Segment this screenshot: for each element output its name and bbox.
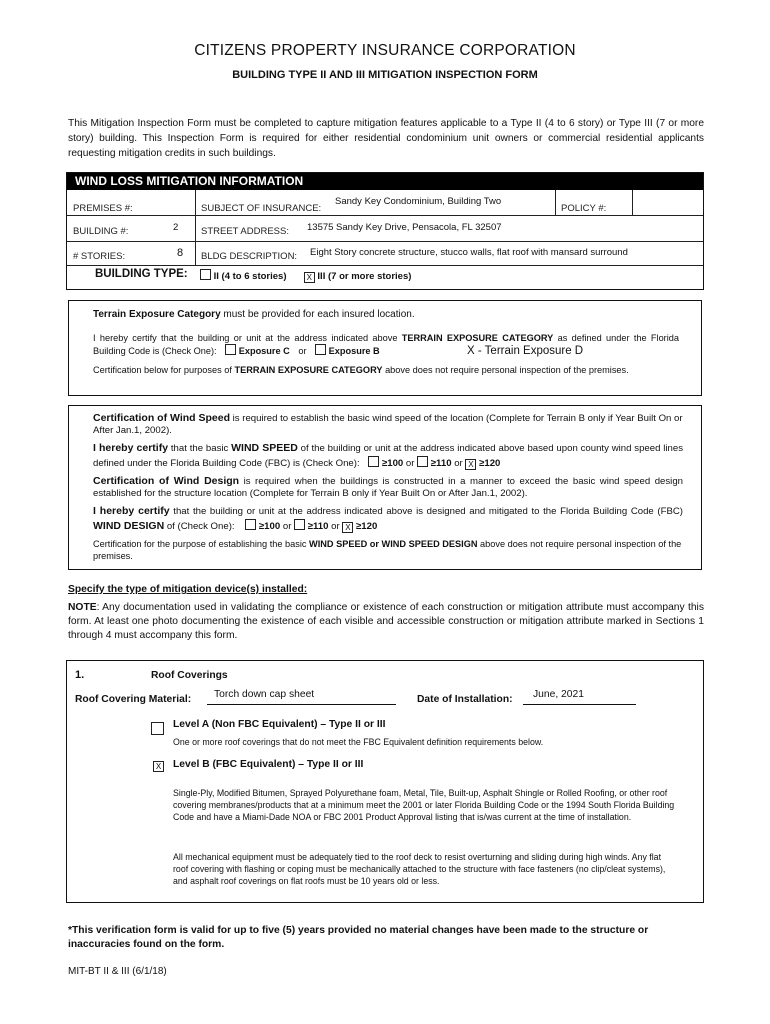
material-label: Roof Covering Material: <box>75 694 192 705</box>
terrain-note-post: above does not require personal inspection of the premises. <box>382 365 629 375</box>
level-b-label: Level B (FBC Equivalent) – Type II or III <box>173 759 364 770</box>
level-a-checkbox[interactable] <box>151 722 164 735</box>
validity-note: *This verification form is valid for up to five (5) years provided no material changes have been made to the structure or inaccuracies found on the form. <box>68 925 649 950</box>
or-text: or <box>331 521 340 532</box>
certify-bold: I hereby certify <box>93 442 169 454</box>
wind-speed-bold: WIND SPEED <box>231 442 298 454</box>
wind-speed-note <box>93 538 683 562</box>
terrain-note <box>93 364 679 376</box>
section-number: 1. <box>75 669 85 681</box>
level-b-checkbox[interactable]: X <box>153 761 164 772</box>
specify-heading: Specify the type of mitigation device(s) installed: <box>68 584 308 595</box>
certify-post: of the building or unit at the address indicated above based upon county wind speed lines defined under the Florida Building Code (FBC) is (Check One): <box>93 443 683 469</box>
design-100-checkbox[interactable] <box>245 519 256 530</box>
design-110-checkbox[interactable] <box>294 519 305 530</box>
design-120-label: ≥120 <box>356 521 378 532</box>
intro-paragraph: This Mitigation Inspection Form must be completed to capture mitigation features applicable to a Type II (4 to 6 story) or Type III (7 or more story) building. This Inspection Form is required for either residential condominium unit owners or commercial residential applicants requesting mitigation credits in such buildings. <box>68 118 704 159</box>
terrain-section <box>68 300 702 396</box>
material-field[interactable]: Torch down cap sheet <box>207 689 396 705</box>
design-of: of (Check One): <box>164 521 235 532</box>
terrain-certify <box>93 332 679 357</box>
type-ii-label: II (4 to 6 stories) <box>213 271 287 282</box>
speed-100-checkbox[interactable] <box>368 456 379 467</box>
certify-mid: that the basic <box>168 443 232 454</box>
date-field[interactable]: June, 2021 <box>523 689 636 705</box>
speed-120-checkbox[interactable]: X <box>465 459 476 470</box>
specify-note <box>68 601 704 643</box>
design-100-label: ≥100 <box>258 521 281 532</box>
wind-speed-section <box>68 405 702 570</box>
description-label: BLDG DESCRIPTION: <box>201 251 298 262</box>
or-text: or <box>298 346 307 356</box>
wind-note-pre: Certification for the purpose of establishing the basic <box>93 539 310 549</box>
wind-design-rest: is required when the buildings is constructed in a manner to exceed the basic wind speed design established for the structure location (Complete for Terrain B only if Year Built On or After Jan.1, 2002). <box>93 476 683 499</box>
terrain-heading: Terrain Exposure Category <box>93 309 221 320</box>
design-120-checkbox[interactable]: X <box>342 522 353 533</box>
form-title: CITIZENS PROPERTY INSURANCE CORPORATION <box>194 42 576 59</box>
type-iii-checkbox[interactable]: X <box>304 272 315 283</box>
wind-note-post: above does not require personal inspection of the premises. <box>93 539 682 561</box>
or-text: or <box>282 521 292 532</box>
street-value[interactable]: 13575 Sandy Key Drive, Pensacola, FL 32507 <box>307 222 502 233</box>
or-text: or <box>454 458 463 469</box>
or-text: or <box>405 458 415 469</box>
mechanical-desc: All mechanical equipment must be adequately tied to the roof deck to resist overturning and sliding during high winds. Any flat roof covering with flashing or coping must be mechanically attached to the structure with face fasteners (no clip/cleat systems), and asphalt roof coverings on flat roofs must be 10 years old or less. <box>173 852 666 886</box>
stories-label: # STORIES: <box>73 251 126 262</box>
wind-speed-certify <box>93 441 683 471</box>
terrain-certify-bold: TERRAIN EXPOSURE CATEGORY <box>401 333 554 343</box>
roof-coverings-section <box>66 660 704 903</box>
terrain-handwritten-entry[interactable]: X - Terrain Exposure D <box>467 345 584 357</box>
level-a-label: Level A (Non FBC Equivalent) – Type II or III <box>173 719 386 730</box>
date-label: Date of Installation: <box>417 694 513 705</box>
premises-label: PREMISES #: <box>73 203 133 214</box>
building-type-options <box>200 269 411 283</box>
policy-label: POLICY #: <box>561 203 607 214</box>
speed-100-label: ≥100 <box>381 458 404 469</box>
speed-110-checkbox[interactable] <box>417 456 428 467</box>
note-text: : Any documentation used in validating the compliance or existence of each construction or mitigation attribute must accompany this form. At least one photo documenting the existence of each visible and accessible construction or mitigation attribute marked in Sections 1 through 4 must accompany this form. <box>68 602 704 641</box>
terrain-certify-pre: I hereby certify that the building or unit at the address indicated above <box>93 333 402 343</box>
design-certify-post: that the building or unit at the address indicated above is designed and mitigated to the Florida Building Code (FBC) <box>169 506 683 517</box>
building-label: BUILDING #: <box>73 226 129 237</box>
speed-120-label: ≥120 <box>479 458 501 469</box>
wind-design-heading: Certification of Wind Design <box>93 475 240 487</box>
note-label: NOTE <box>68 602 97 613</box>
street-label: STREET ADDRESS: <box>201 226 289 237</box>
terrain-heading-line <box>93 309 415 320</box>
terrain-note-pre: Certification below for purposes of <box>93 365 235 375</box>
form-id: MIT-BT II & III (6/1/18) <box>68 966 167 977</box>
wind-design-intro <box>93 475 683 500</box>
building-type-label: BUILDING TYPE: <box>95 268 188 280</box>
description-value[interactable]: Eight Story concrete structure, stucco walls, flat roof with mansard surround <box>310 247 628 258</box>
type-iii-label: III (7 or more stories) <box>317 271 412 282</box>
row-divider <box>67 215 703 216</box>
roof-title: Roof Coverings <box>151 670 228 681</box>
subject-label: SUBJECT OF INSURANCE: <box>201 203 322 214</box>
stories-value[interactable]: 8 <box>177 247 184 259</box>
wind-speed-heading: Certification of Wind Speed <box>93 412 230 424</box>
wind-loss-section <box>66 172 704 290</box>
row-divider <box>67 241 703 242</box>
subject-value[interactable]: Sandy Key Condominium, Building Two <box>335 196 502 207</box>
wind-design-bold: WIND DESIGN <box>93 520 165 532</box>
wind-design-certify <box>93 504 683 534</box>
level-a-desc: One or more roof coverings that do not meet the FBC Equivalent definition requirements below. <box>173 737 544 747</box>
wind-note-bold: WIND SPEED or WIND SPEED DESIGN <box>309 539 478 549</box>
exposure-b-label: Exposure B <box>328 346 380 356</box>
exposure-c-checkbox[interactable] <box>225 344 236 355</box>
wind-speed-intro <box>93 412 683 437</box>
building-value[interactable]: 2 <box>173 222 179 233</box>
wind-speed-heading-rest: is required to establish the basic wind speed of the location (Complete for Terrain B only if Year Built On or After Jan.1, 2002). <box>93 413 683 436</box>
exposure-b-checkbox[interactable] <box>315 344 326 355</box>
design-110-label: ≥110 <box>307 521 329 532</box>
wind-loss-heading: WIND LOSS MITIGATION INFORMATION <box>67 173 703 190</box>
col-divider <box>555 190 556 215</box>
terrain-note-bold: TERRAIN EXPOSURE CATEGORY <box>234 365 383 375</box>
terrain-certify-post: as defined under the Florida Building Code is (Check One): <box>93 333 680 356</box>
design-certify-bold: I hereby certify <box>93 505 170 517</box>
col-divider <box>195 190 196 265</box>
row-divider <box>67 265 703 266</box>
type-ii-checkbox[interactable] <box>200 269 211 280</box>
level-b-desc: Single-Ply, Modified Bitumen, Sprayed Polyurethane foam, Metal, Tile, Built-up, Asphalt Shingle or Rolled Roofing, or other roof covering membranes/products that at a minimum meet the 2001 or later Florida Building Code or the 1994 South Florida Building Code and have a Miami-Dade NOA or FBC 2001 Product Approval listing that is/was current at the time of installation. <box>173 788 675 822</box>
terrain-heading-rest: must be provided for each insured location. <box>220 309 415 320</box>
form-subtitle: BUILDING TYPE II AND III MITIGATION INSPECTION FORM <box>232 69 538 81</box>
speed-110-label: ≥110 <box>430 458 452 469</box>
col-divider <box>632 190 633 215</box>
exposure-c-label: Exposure C <box>238 346 290 356</box>
